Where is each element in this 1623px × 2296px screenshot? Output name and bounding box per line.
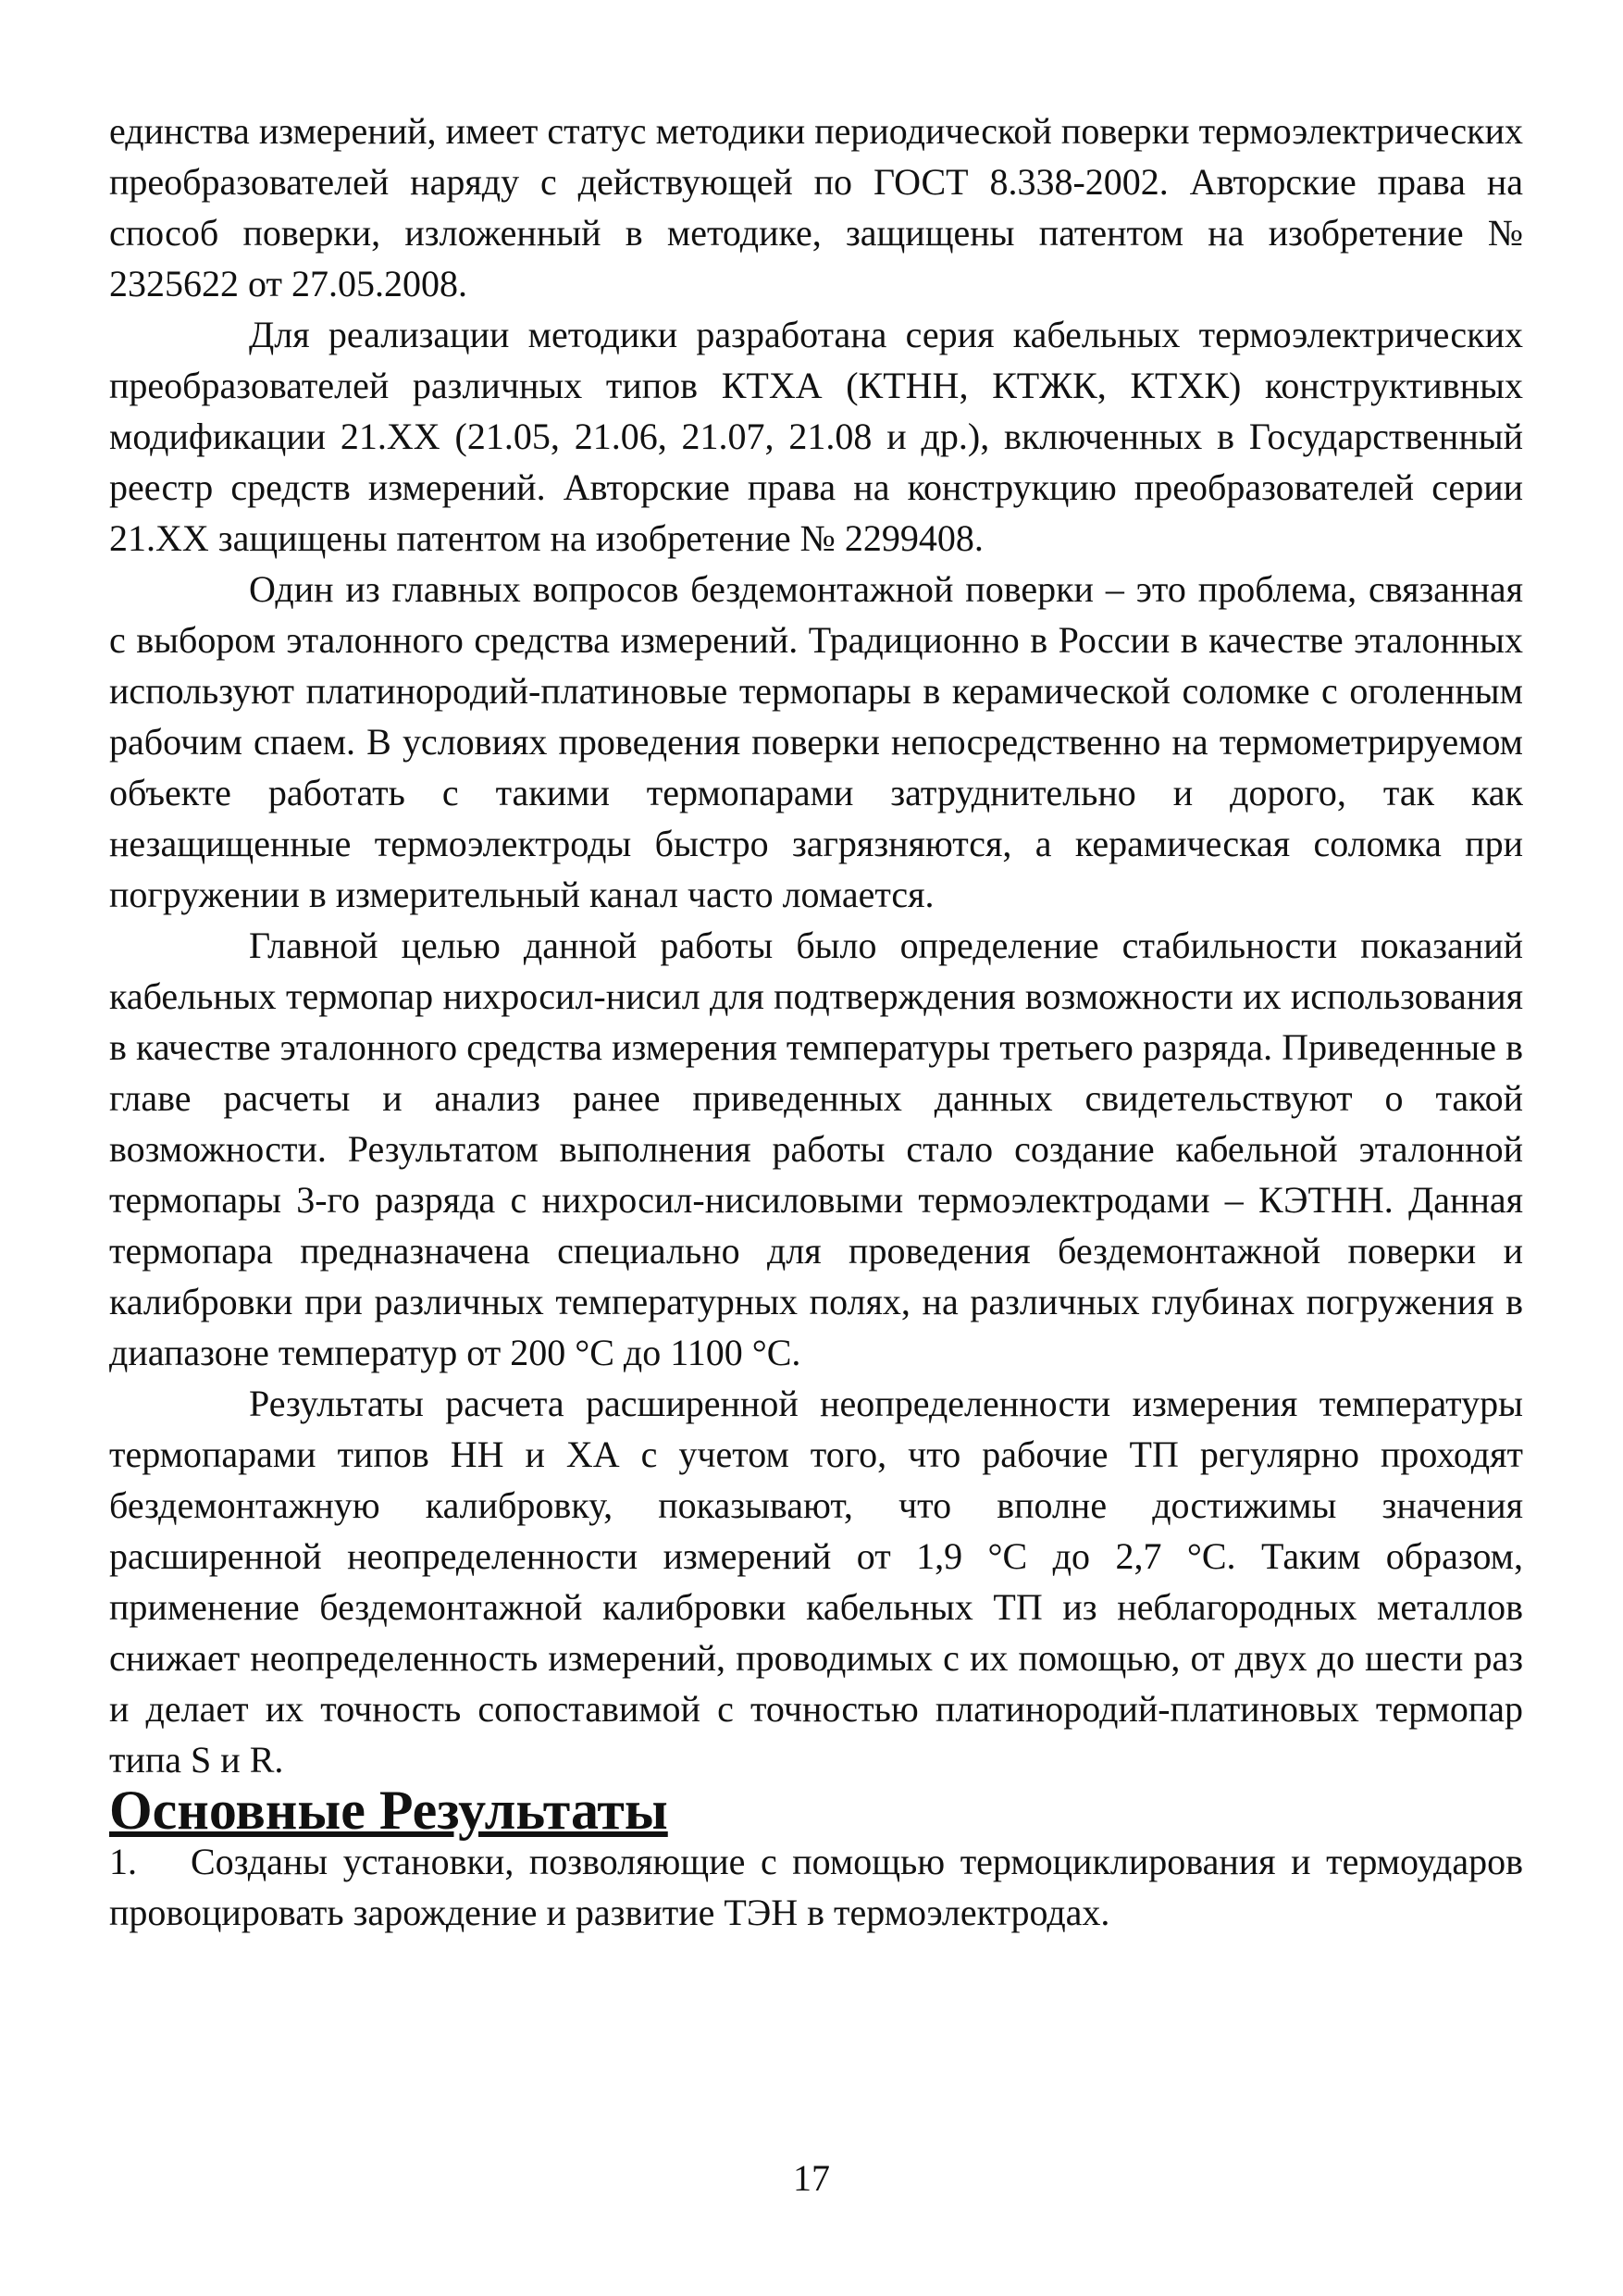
paragraph-4: Главной целью данной работы было определение стабильности показаний кабельных термопар нихросил-нисил для подтверждения возможности их использования в качестве эталонного средства измерения температуры третьего разряда. Приведенные в главе расчеты и анализ ранее приведенных данных свидетельствуют о такой возможности. Результатом выполнения работы стало создание кабельной эталонной термопары 3-го разряда с нихросил-нисиловыми термоэлектродами – КЭТНН. Данная термопара предназначена специально для проведения бездемонтажной поверки и калибровки при различных температурных полях, на различных глубинах погружения в диапазоне температур от 200 °С до 1100 °С. xyxy=(109,925,1523,1373)
section-heading: Основные Результаты xyxy=(109,1780,668,1841)
list-item xyxy=(109,1836,1523,1938)
paragraph-3: Один из главных вопросов бездемонтажной поверки – это проблема, связанная с выбором эталонного средства измерений. Традиционно в России в качестве эталонных используют платинородий-платиновые термопары в керамической соломке с оголенным рабочим спаем. В условиях проведения поверки непосредственно на термометрируемом объекте работать с такими термопарами затруднительно и дорого, так как незащищенные термоэлектроды быстро загрязняются, а керамическая соломка при погружении в измерительный канал часто ломается. xyxy=(109,568,1523,915)
paragraph-1: единства измерений, имеет статус методики периодической поверки термоэлектрических преобразователей наряду с действующей по ГОСТ 8.338-2002. Авторские права на способ поверки, изложенный в методике, защищены патентом на изобретение № 2325622 от 27.05.2008. xyxy=(109,110,1523,304)
list-item-text: Созданы установки, позволяющие с помощью термоциклирования и термоударов провоцировать зарождение и развитие ТЭН в термоэлектродах. xyxy=(109,1841,1523,1933)
page-body xyxy=(109,105,1523,1938)
paragraph-2: Для реализации методики разработана серия кабельных термоэлектрических преобразователей различных типов КТХА (КТНН, КТЖК, КТХК) конструктивных модификации 21.ХХ (21.05, 21.06, 21.07, 21.08 и др.), включенных в Государственный реестр средств измерений. Авторские права на конструкцию преобразователей серии 21.ХХ защищены патентом на изобретение № 2299408. xyxy=(109,314,1523,559)
paragraph-5: Результаты расчета расширенной неопределенности измерения температуры термопарами типов НН и ХА с учетом того, что рабочие ТП регулярно проходят бездемонтажную калибровку, показывают, что вполне достижимы значения расширенной неопределенности измерений от 1,9 °С до 2,7 °С. Таким образом, применение бездемонтажной калибровки кабельных ТП из неблагородных металлов снижает неопределенность измерений, проводимых с их помощью, от двух до шести раз и делает их точность сопоставимой с точностью платинородий-платиновых термопар типа S и R. xyxy=(109,1383,1523,1781)
page-number: 17 xyxy=(793,2157,830,2199)
list-item-number: 1. xyxy=(109,1841,137,1882)
